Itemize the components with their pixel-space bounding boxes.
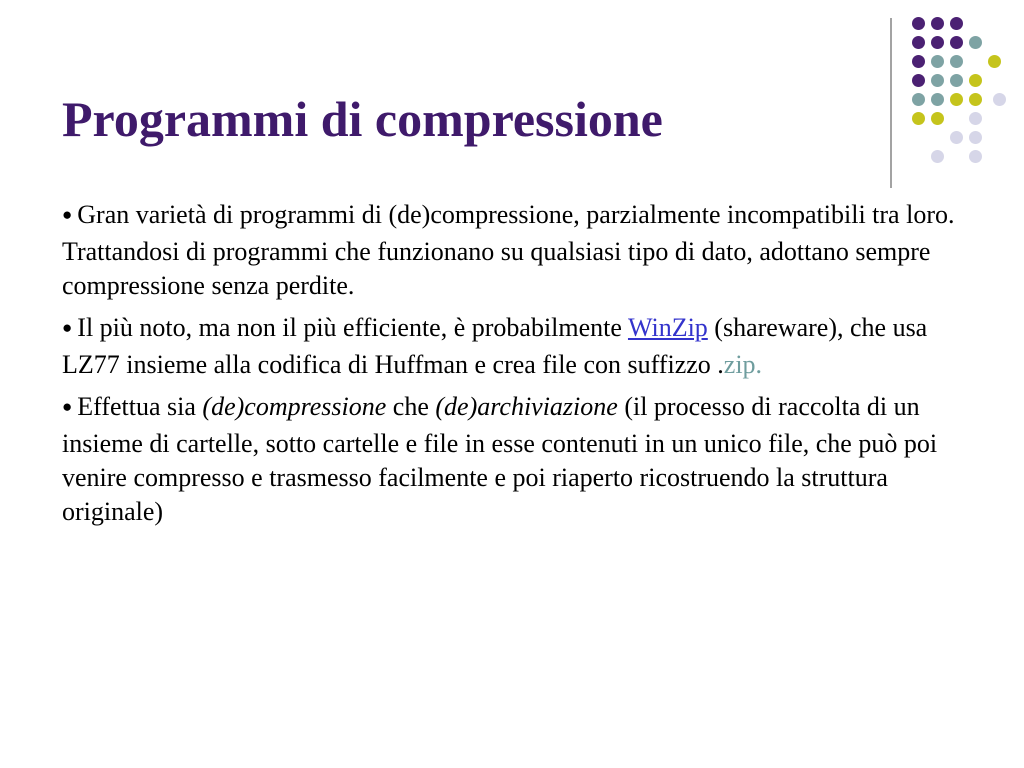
bullet-item bbox=[62, 198, 972, 303]
winzip-link[interactable]: WinZip bbox=[627, 313, 708, 342]
decorative-dot bbox=[950, 131, 963, 144]
slide-title: Programmi di compressione bbox=[62, 91, 663, 147]
emphasis-dearchiviazione: (de)archiviazione bbox=[435, 392, 618, 421]
decorative-dot bbox=[969, 36, 982, 49]
decorative-dot bbox=[912, 36, 925, 49]
decorative-dot bbox=[950, 55, 963, 68]
decorative-dot bbox=[931, 36, 944, 49]
emphasis-decompressione: (de)compressione bbox=[202, 392, 387, 421]
decorative-dot bbox=[969, 150, 982, 163]
decorative-dot bbox=[912, 17, 925, 30]
bullet-text: che bbox=[386, 392, 436, 421]
decorative-dot bbox=[912, 74, 925, 87]
bullet-item bbox=[62, 390, 972, 529]
decorative-dot bbox=[988, 55, 1001, 68]
zip-extension: zip. bbox=[723, 350, 763, 379]
decorative-dot bbox=[969, 93, 982, 106]
decorative-dot bbox=[993, 93, 1006, 106]
bullet-icon: ● bbox=[62, 318, 73, 337]
bullet-item bbox=[62, 311, 972, 382]
decorative-dot bbox=[931, 93, 944, 106]
decorative-dot bbox=[931, 17, 944, 30]
decorative-dot bbox=[969, 112, 982, 125]
bullet-list bbox=[62, 198, 972, 537]
bullet-text: Effettua sia bbox=[77, 392, 203, 421]
title-divider-line bbox=[890, 18, 892, 188]
decorative-dot bbox=[950, 93, 963, 106]
decorative-dot bbox=[969, 131, 982, 144]
decorative-dot bbox=[950, 74, 963, 87]
decorative-dot bbox=[931, 112, 944, 125]
decorative-dot bbox=[912, 93, 925, 106]
decorative-dot bbox=[912, 55, 925, 68]
decorative-dot bbox=[931, 55, 944, 68]
decorative-dot bbox=[969, 74, 982, 87]
bullet-icon: ● bbox=[62, 205, 73, 224]
decorative-dot bbox=[931, 74, 944, 87]
bullet-text: Il più noto, ma non il più efficiente, è probabilmente bbox=[77, 313, 628, 342]
decorative-dot bbox=[950, 17, 963, 30]
bullet-text: (il processo di raccolta di un insieme di cartelle, sotto cartelle e file in esse contenuti in un unico file, che può poi venire compresso e trasmesso facilmente e poi riaperto ricostruendo la struttura originale) bbox=[62, 392, 938, 526]
decorative-dot bbox=[931, 150, 944, 163]
bullet-text: Gran varietà di programmi di (de)compressione, parzialmente incompatibili tra loro. Trattandosi di programmi che funzionano su qualsiasi tipo di dato, adottano sempre compressione senza perdite. bbox=[62, 200, 955, 300]
decorative-dot bbox=[912, 112, 925, 125]
bullet-icon: ● bbox=[62, 397, 73, 416]
bullet-text: (shareware), che usa LZ77 insieme alla codifica di Huffman e crea file con suffizzo . bbox=[62, 313, 928, 379]
decorative-dot bbox=[950, 36, 963, 49]
